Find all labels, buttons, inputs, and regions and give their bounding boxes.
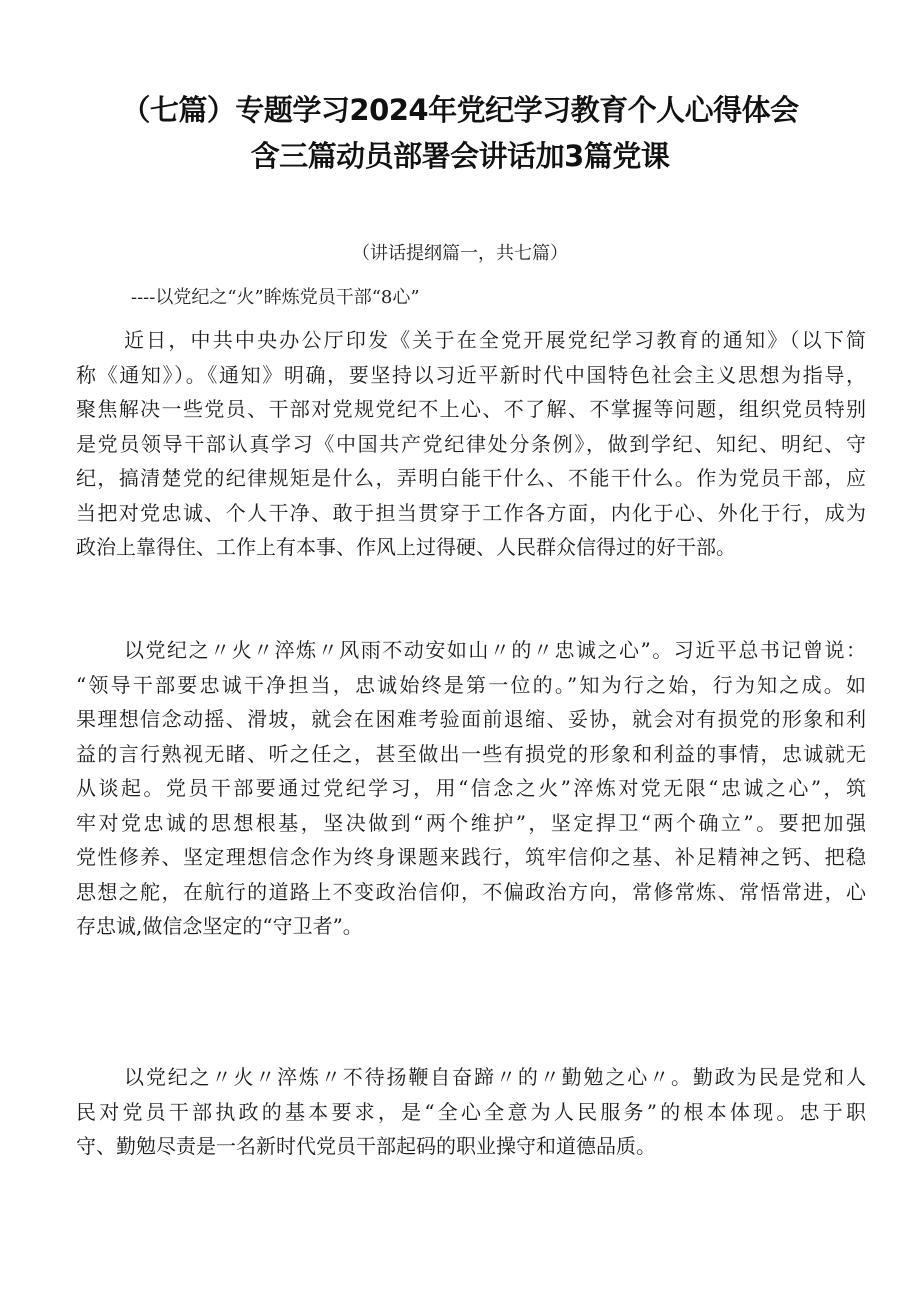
paragraph-line: 思想之舵，在航行的道路上不变政治信仰，不偏政治方向，常修常炼、常悟常进，心	[76, 879, 866, 904]
paragraph-3	[76, 1060, 866, 1164]
document-title-line-1: （七篇）专题学习2024年党纪学习教育个人心得体会	[121, 93, 799, 127]
paragraph-line: 果理想信念动摇、滑坡，就会在困难考验面前退缩、妥协，就会对有损党的形象和利	[76, 707, 866, 731]
paragraph-2	[76, 633, 866, 944]
paragraph-line: 存忠诚,做信念坚定的“守卫者”。	[76, 914, 363, 938]
paragraph-1	[76, 323, 866, 565]
paragraph-line: 以党纪之〃火〃淬炼〃不待扬鞭自奋蹄〃的〃勤勉之心〃。勤政为民是党和人	[124, 1065, 866, 1089]
paragraph-line: 称《通知》）。《通知》明确，要坚持以习近平新时代中国特色社会主义思想为指导，	[76, 362, 866, 387]
paragraph-line: 是党员领导干部认真学习《中国共产党纪律处分条例》，做到学纪、知纪、明纪、守	[76, 431, 866, 456]
paragraph-line: 牢对党忠诚的思想根基，坚决做到“两个维护”，坚定捍卫“两个确立”。要把加强	[76, 810, 866, 835]
paragraph-line: 从谈起。党员干部要通过党纪学习，用“信念之火”淬炼对党无限“忠诚之心”，筑	[76, 776, 866, 800]
paragraph-line: 政治上靠得住、工作上有本事、作风上过得硬、人民群众信得过的好干部。	[76, 535, 736, 559]
paragraph-line: “领导干部要忠诚干净担当，忠诚始终是第一位的。”知为行之始，行为知之成。如	[76, 672, 866, 697]
paragraph-line: 纪，搞清楚党的纪律规矩是什么，弄明白能干什么、不能干什么。作为党员干部，应	[76, 466, 866, 490]
paragraph-line: 以党纪之〃火〃淬炼〃风雨不动安如山〃的〃忠诚之心”。习近平总书记曾说：	[124, 638, 866, 662]
document-title-line-2: 含三篇动员部署会讲话加3篇党课	[250, 139, 670, 173]
paragraph-line: 聚焦解决一些党员、干部对党规党纪不上心、不了解、不掌握等问题，组织党员特别	[76, 397, 866, 421]
paragraph-line: 益的言行熟视无睹、听之任之，甚至做出一些有损党的形象和利益的事情，忠诚就无	[76, 741, 866, 766]
paragraph-line: 当把对党忠诚、个人干净、敢于担当贯穿于工作各方面，内化于心、外化于行，成为	[76, 500, 866, 525]
paragraph-line: 近日，中共中央办公厅印发《关于在全党开展党纪学习教育的通知》（以下简	[124, 328, 866, 352]
paragraph-line: 民对党员干部执政的基本要求，是“全心全意为人民服务”的根本体现。忠于职	[76, 1099, 866, 1124]
paragraph-line: 党性修养、坚定理想信念作为终身课题来践行，筑牢信仰之基、补足精神之钙、把稳	[76, 845, 866, 869]
paragraph-line: 守、勤勉尽责是一名新时代党员干部起码的职业操守和道德品质。	[76, 1134, 656, 1158]
document-subtitle: （讲话提纲篇一，共七篇）	[352, 243, 568, 264]
document-subheading: ----以党纪之“火”眸炼党员干部“8心”	[131, 287, 420, 308]
